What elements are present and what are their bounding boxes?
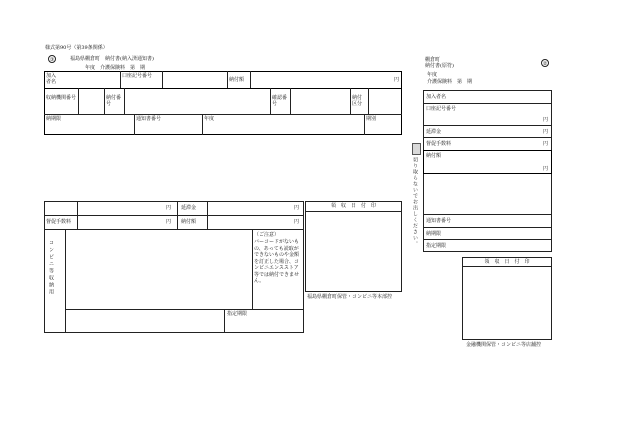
col-divider (250, 71, 251, 88)
col-divider (177, 201, 178, 229)
row-divider (65, 309, 304, 310)
col-divider (124, 88, 125, 114)
right-total-label: 納付額 (426, 153, 442, 159)
amount-label: 納付額 (229, 77, 245, 83)
notice-body: バーコードがないもの、あっても読取ができないものや金額を訂正した場合、コンビニエンスストア等では納付できません。 (254, 239, 300, 284)
yen-unit: 円 (394, 77, 400, 83)
col-divider (350, 88, 351, 114)
col-divider (207, 201, 208, 229)
form-number: 様式第90号（第39条関係） (45, 45, 108, 51)
col-divider (78, 88, 79, 114)
bank-note-right: 金融機関保管・コンビニ等店舗控 (466, 342, 542, 348)
surcharge-label: 督促手数料 (46, 219, 72, 225)
conv-store-label: コンビニ等収納用 (48, 240, 54, 296)
year-label: 年度 (204, 116, 215, 122)
row-divider (305, 211, 402, 212)
col-divider (270, 88, 271, 114)
row-divider (423, 214, 552, 215)
yen-unit: 円 (294, 219, 300, 225)
receiver-label: 収納機関番号 (46, 95, 77, 101)
row-divider (423, 227, 552, 228)
row-divider (423, 103, 552, 104)
right-due-date-label: 納期限 (426, 231, 442, 237)
receipt-stamp-label-left: 領 収 日 付 印 (330, 203, 376, 209)
right-account-label: 口座記号番号 (426, 106, 457, 112)
cut-notice: 切り取らないでお出しください。 (412, 157, 418, 247)
right-payer-label: 加入者名 (426, 94, 447, 100)
cut-marker (412, 143, 421, 155)
col-divider (368, 88, 369, 114)
row-divider (44, 215, 304, 216)
bank-note-left: 福島県棚倉町保管・コンビニ等本部控 (307, 294, 393, 300)
due-date-label: 納期限 (46, 116, 62, 122)
col-divider (120, 71, 121, 88)
row-divider (462, 266, 552, 267)
col-divider (77, 201, 78, 229)
yen-unit: 円 (166, 205, 172, 211)
total-label: 納付額 (181, 219, 197, 225)
payer-label: 加入者名 (46, 73, 57, 85)
col-divider (202, 114, 203, 135)
right-year-line: 年度 (427, 72, 438, 78)
row-divider (44, 88, 402, 89)
term-label: 期別 (366, 116, 377, 122)
account-code-label: 口座記号番号 (122, 73, 153, 79)
main-form-table (44, 71, 402, 135)
right-late-fee-label: 延滞金 (426, 129, 442, 135)
form-title: 福島県棚倉町 納付書(納入済通知書) (70, 56, 154, 62)
col-divider (224, 309, 225, 333)
col-divider (252, 229, 253, 309)
yen-unit: 円 (543, 141, 549, 147)
circle-mark-left: ③ (49, 57, 55, 63)
right-total-box (423, 150, 552, 174)
col-divider (227, 71, 228, 88)
payment-no-label: 納付番号 (106, 95, 122, 107)
col-divider (290, 88, 291, 114)
col-divider (364, 114, 365, 135)
row-divider (44, 229, 304, 230)
designated-date-label: 指定期限 (227, 311, 248, 317)
circle-mark-right: ② (542, 61, 548, 67)
receipt-kind: 納付書(原符) (425, 63, 454, 69)
yen-unit: 円 (294, 205, 300, 211)
yen-unit: 円 (543, 129, 549, 135)
col-divider (104, 88, 105, 114)
right-fiscal-line: 介護保険料 第 期 (427, 79, 473, 85)
receipt-stamp-label-right: 領 収 日 付 印 (484, 259, 530, 265)
yen-unit: 円 (543, 166, 549, 172)
row-divider (423, 239, 552, 240)
yen-unit: 円 (543, 117, 549, 123)
receipt-stamp-box-right (462, 257, 552, 340)
late-fee-label: 延滞金 (181, 205, 197, 211)
fiscal-line: 年度 介護保険料 第 期 (85, 65, 146, 71)
notice-title: （ご注意） (254, 232, 280, 238)
confirm-no-label: 確認番号 (272, 95, 288, 107)
col-divider (65, 229, 66, 333)
notice-no-label: 通知書番号 (136, 116, 162, 122)
right-surcharge-label: 督促手数料 (426, 141, 452, 147)
row-divider (423, 125, 552, 126)
col-divider (134, 114, 135, 135)
receipt-stamp-box-left (305, 201, 402, 292)
row-divider (423, 137, 552, 138)
row-divider (44, 114, 402, 115)
category-label: 納付区分 (352, 95, 363, 107)
town-name: 棚倉町 (425, 57, 441, 63)
col-divider (162, 71, 163, 88)
yen-unit: 円 (166, 219, 172, 225)
right-notice-no-label: 通知書番号 (426, 218, 452, 224)
right-designated-date-label: 指定期限 (426, 243, 447, 249)
